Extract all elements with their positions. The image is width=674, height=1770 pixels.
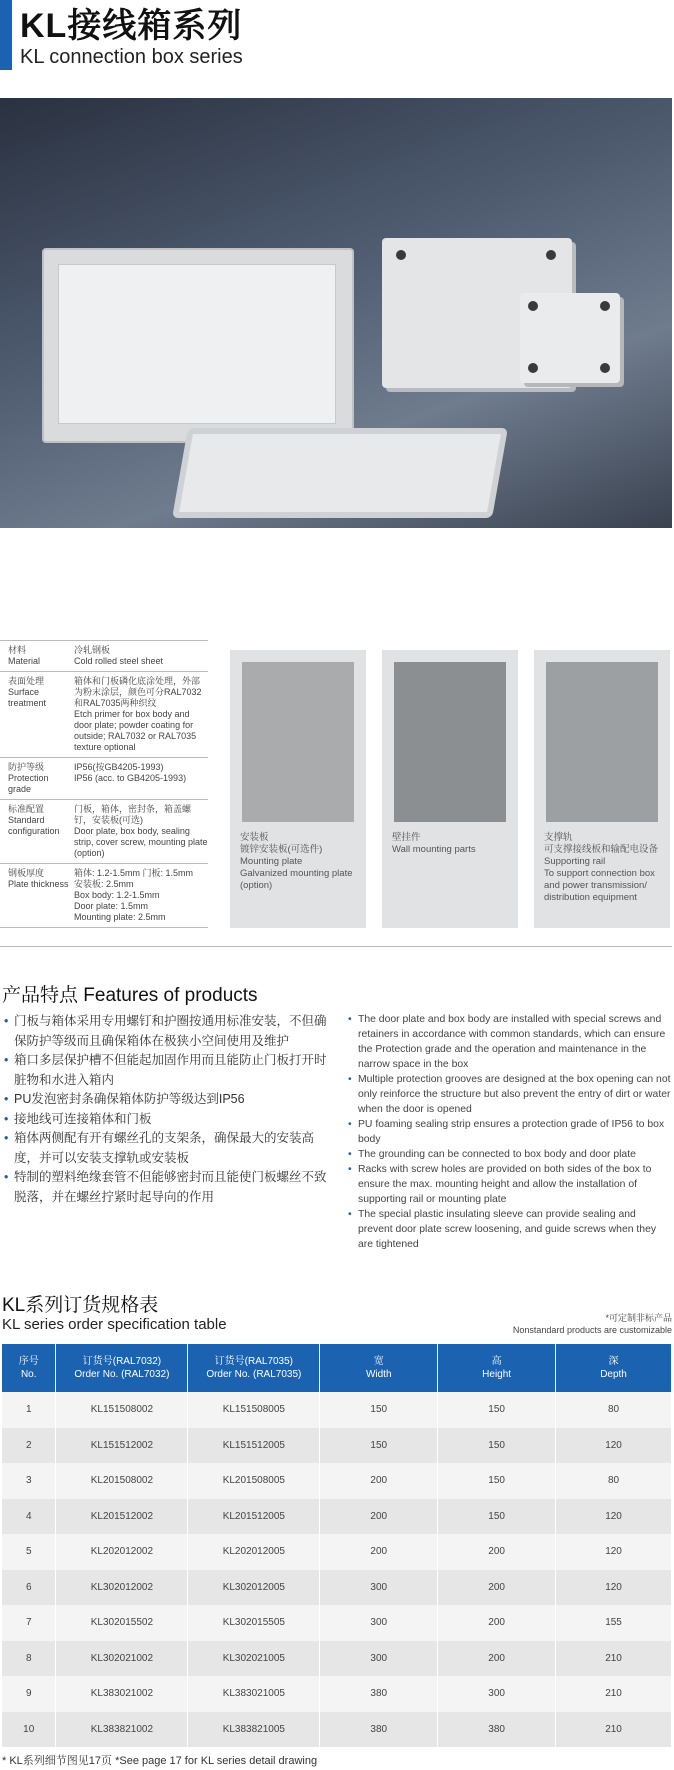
table-cell: 155 — [556, 1605, 672, 1641]
table-cell: KL151512002 — [56, 1428, 188, 1464]
spec-row — [0, 672, 208, 758]
section-divider — [0, 946, 672, 947]
table-cell: 200 — [438, 1641, 556, 1677]
table-cell: 150 — [438, 1392, 556, 1428]
screw-icon — [600, 363, 610, 373]
table-row — [2, 1428, 672, 1464]
rail-image — [546, 662, 658, 822]
spec-value: 箱体: 1.2-1.5mm 门板: 1.5mm 安装板: 2.5mm Box body: 1.2-1.5mm Door plate: 1.5mm Mounting plate: 2.5mm — [74, 868, 194, 922]
table-row — [2, 1392, 672, 1428]
table-cell: 10 — [2, 1712, 56, 1748]
table-cell: KL383821005 — [188, 1712, 320, 1748]
table-cell: KL201512002 — [56, 1499, 188, 1535]
table-row — [2, 1676, 672, 1712]
title-accent-bar — [0, 0, 12, 70]
order-table-title-cn: KL系列订货规格表 — [2, 1295, 159, 1316]
order-table — [2, 1344, 672, 1747]
table-header: 宽 Width — [320, 1344, 438, 1392]
large-box-image — [42, 248, 354, 443]
product-photo — [0, 98, 672, 528]
table-cell: 210 — [556, 1712, 672, 1748]
spec-value: IP56(按GB4205-1993) IP56 (acc. to GB4205-1993) — [74, 762, 187, 783]
spec-value: 门板，箱体，密封条，箱盖螺钉，安装板(可选) Door plate, box body, sealing strip, cover screw, mounting plate (option) — [74, 804, 208, 858]
table-cell: 2 — [2, 1428, 56, 1464]
spec-key: 防护等级 Protection grade — [8, 762, 49, 794]
features-cn-list — [4, 1012, 334, 1207]
table-cell: 300 — [320, 1605, 438, 1641]
card-text: 支撑轨 可支撑接线板和输配电设备 Supporting rail To support connection box and power transmission/ distribution equipment — [544, 832, 659, 903]
table-cell: KL202012002 — [56, 1534, 188, 1570]
table-cell: 9 — [2, 1676, 56, 1712]
feature-item: • 箱口多层保护槽不但能起加固作用而且能防止门板打开时脏物和水进入箱内 — [4, 1051, 334, 1090]
table-cell: 3 — [2, 1463, 56, 1499]
table-cell: KL383021005 — [188, 1676, 320, 1712]
table-cell: KL302015502 — [56, 1605, 188, 1641]
table-cell: 150 — [320, 1428, 438, 1464]
card-mounting-plate — [230, 650, 366, 928]
table-cell: KL383021002 — [56, 1676, 188, 1712]
table-cell: KL201508002 — [56, 1463, 188, 1499]
feature-item: • 特制的塑料绝缘套管不但能够密封而且能使门板螺丝不致脱落，并在螺丝拧紧时起导向的作用 — [4, 1168, 334, 1207]
table-cell: 200 — [438, 1570, 556, 1606]
table-cell: 8 — [2, 1641, 56, 1677]
spec-row — [0, 864, 208, 928]
custom-note: *可定制非标产品 Nonstandard products are customizable — [512, 1313, 672, 1335]
table-cell: KL201512005 — [188, 1499, 320, 1535]
table-cell: 300 — [438, 1676, 556, 1712]
spec-row — [0, 758, 208, 800]
small-box-image — [520, 293, 620, 383]
table-row — [2, 1641, 672, 1677]
table-cell: 200 — [320, 1463, 438, 1499]
table-cell: KL151508005 — [188, 1392, 320, 1428]
table-cell: KL302012005 — [188, 1570, 320, 1606]
screw-icon — [396, 250, 406, 260]
spec-row — [0, 640, 208, 672]
table-cell: 200 — [438, 1534, 556, 1570]
table-cell: KL302021002 — [56, 1641, 188, 1677]
table-cell: 80 — [556, 1392, 672, 1428]
table-cell: 120 — [556, 1534, 672, 1570]
table-cell: 4 — [2, 1499, 56, 1535]
table-header: 高 Height — [438, 1344, 556, 1392]
feature-item: • 接地线可连接箱体和门板 — [4, 1110, 334, 1130]
table-cell: 7 — [2, 1605, 56, 1641]
table-cell: 200 — [320, 1499, 438, 1535]
order-table-title-en: KL series order specification table — [2, 1316, 227, 1333]
table-row — [2, 1463, 672, 1499]
screw-icon — [546, 250, 556, 260]
table-header: 订货号(RAL7035) Order No. (RAL7035) — [188, 1344, 320, 1392]
feature-item: • 门板与箱体采用专用螺钉和护圈按通用标准安装，不但确保防护等级而且确保箱体在极狭小空间使用及维护 — [4, 1012, 334, 1051]
table-cell: 6 — [2, 1570, 56, 1606]
card-wall-mounting — [382, 650, 518, 928]
table-row — [2, 1712, 672, 1748]
footnote: * KL系列细节图见17页 *See page 17 for KL series detail drawing — [2, 1755, 318, 1767]
table-cell: KL151512005 — [188, 1428, 320, 1464]
table-cell: KL302012002 — [56, 1570, 188, 1606]
spec-table — [0, 640, 208, 928]
features-en-list — [348, 1012, 672, 1252]
table-cell: KL201508005 — [188, 1463, 320, 1499]
screw-icon — [528, 363, 538, 373]
table-cell: 210 — [556, 1641, 672, 1677]
card-text: 壁挂件 Wall mounting parts — [392, 832, 476, 855]
table-cell: 380 — [438, 1712, 556, 1748]
feature-item: • PU发泡密封条确保箱体防护等级达到IP56 — [4, 1090, 334, 1110]
table-cell: 380 — [320, 1676, 438, 1712]
table-cell: 300 — [320, 1641, 438, 1677]
table-cell: 200 — [438, 1605, 556, 1641]
table-cell: 120 — [556, 1428, 672, 1464]
feature-item: • Racks with screw holes are provided on both sides of the box to ensure the max. mounting height and allow the installation of supporting rail or mounting plate — [348, 1162, 672, 1207]
spec-value: 箱体和门板磷化底涂处理，外部为粉末涂层，颜色可分RAL7032和RAL7035两种织纹 Etch primer for box body and door plate; powder coating for outside; RAL7032 or RAL7035 texture optional — [74, 676, 202, 752]
wall-mount-image — [394, 662, 506, 822]
feature-item: • Multiple protection grooves are designed at the box opening can not only reinforce the structure but also prevent the entry of dirt or water when the door is opened — [348, 1072, 672, 1117]
table-cell: 200 — [320, 1534, 438, 1570]
feature-item: • 箱体两侧配有开有螺丝孔的支架条，确保最大的安装高度，并可以安装支撑轨或安装板 — [4, 1129, 334, 1168]
card-text: 安装板 镀锌安装板(可选件) Mounting plate Galvanized mounting plate (option) — [240, 832, 353, 891]
table-cell: 120 — [556, 1570, 672, 1606]
table-cell: 380 — [320, 1712, 438, 1748]
table-cell: 120 — [556, 1499, 672, 1535]
table-header: 序号 No. — [2, 1344, 56, 1392]
feature-item: • The special plastic insulating sleeve can provide sealing and prevent door plate screw loosening, and guide screws when they are tightened — [348, 1207, 672, 1252]
table-cell: 150 — [320, 1392, 438, 1428]
table-row — [2, 1499, 672, 1535]
table-row — [2, 1605, 672, 1641]
table-cell: 1 — [2, 1392, 56, 1428]
table-cell: KL151508002 — [56, 1392, 188, 1428]
screw-icon — [528, 301, 538, 311]
page-title-cn: KL接线箱系列 — [20, 7, 243, 45]
spec-row — [0, 800, 208, 864]
table-cell: 150 — [438, 1428, 556, 1464]
table-cell: 5 — [2, 1534, 56, 1570]
table-cell: 80 — [556, 1463, 672, 1499]
table-cell: 150 — [438, 1499, 556, 1535]
page-title-en: KL connection box series — [20, 46, 243, 68]
feature-item: • The door plate and box body are installed with special screws and retainers in accordance with common standards, which can ensure the Protection grade and the operation and maintenance in the narrow space in the box — [348, 1012, 672, 1072]
table-row — [2, 1534, 672, 1570]
feature-item: • The grounding can be connected to box body and door plate — [348, 1147, 672, 1162]
table-row — [2, 1570, 672, 1606]
spec-key: 标准配置 Standard configuration — [8, 804, 60, 836]
table-cell: 150 — [438, 1463, 556, 1499]
table-cell: KL383821002 — [56, 1712, 188, 1748]
features-title: 产品特点 Features of products — [2, 985, 258, 1006]
mounting-plate-image — [242, 662, 354, 822]
screw-icon — [600, 301, 610, 311]
door-panel-image — [172, 428, 508, 518]
spec-key: 钢板厚度 Plate thickness — [8, 868, 69, 889]
table-header: 深 Depth — [556, 1344, 672, 1392]
table-cell: 300 — [320, 1570, 438, 1606]
table-cell: KL202012005 — [188, 1534, 320, 1570]
spec-key: 材料 Material — [8, 645, 41, 666]
table-cell: KL302015505 — [188, 1605, 320, 1641]
card-supporting-rail — [534, 650, 670, 928]
spec-key: 表面处理 Surface treatment — [8, 676, 47, 708]
table-header: 订货号(RAL7032) Order No. (RAL7032) — [56, 1344, 188, 1392]
table-cell: KL302021005 — [188, 1641, 320, 1677]
spec-value: 冷轧钢板 Cold rolled steel sheet — [74, 645, 164, 666]
table-cell: 210 — [556, 1676, 672, 1712]
feature-item: • PU foaming sealing strip ensures a protection grade of IP56 to box body — [348, 1117, 672, 1147]
